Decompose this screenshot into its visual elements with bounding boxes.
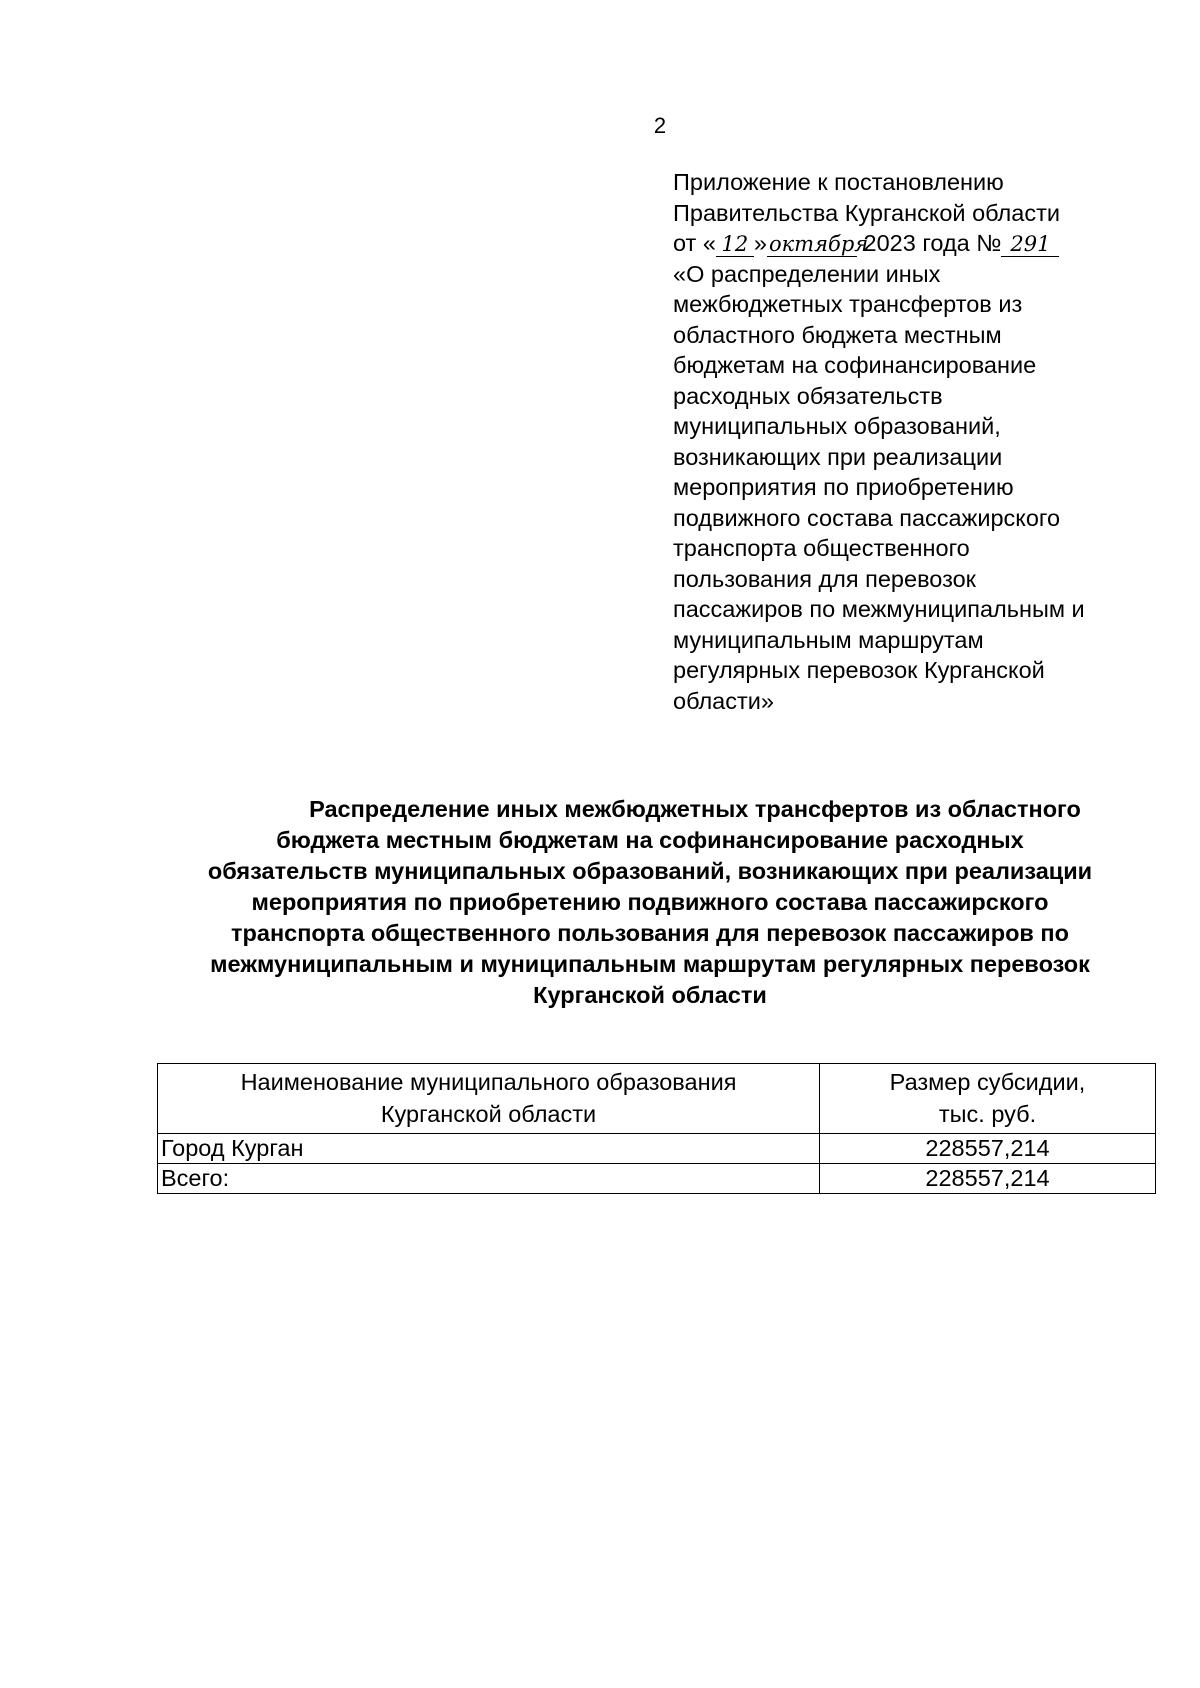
header-value-line1: Размер субсидии, [889, 1069, 1086, 1095]
appendix-date-line [673, 228, 1173, 259]
header-name-line2: Курганской области [380, 1101, 597, 1127]
table-header-row [158, 1064, 1156, 1134]
appendix-name-line: областного бюджета местным [673, 321, 1002, 348]
appendix-name-line: муниципальных образований, [673, 413, 1001, 439]
appendix-line: Правительства Курганской области [673, 199, 1060, 226]
table-row [158, 1134, 1156, 1164]
title-line: обязательств муниципальных образований, возникающих при реализации [207, 858, 1093, 884]
appendix-name-line: подвижного состава пассажирского [673, 504, 1061, 531]
appendix-name-line: мероприятия по приобретению [673, 474, 1014, 500]
handwritten-month: октября [769, 232, 869, 256]
table-row-total [158, 1164, 1156, 1194]
document-title [150, 794, 1150, 1011]
appendix-name-line: муниципальным маршрутам [673, 626, 984, 653]
appendix-name-line: пассажиров по межмуниципальным и [673, 596, 1085, 622]
handwritten-number: 291 [1001, 232, 1059, 257]
date-year: 2023 года № [863, 230, 1002, 256]
appendix-name-line: регулярных перевозок Курганской [673, 657, 1045, 683]
page-number: 2 [653, 113, 667, 138]
appendix-name-line: пользования для перевозок [673, 565, 976, 592]
appendix-line: Приложение к постановлению [673, 169, 1004, 195]
title-line: Курганской области [533, 982, 767, 1008]
appendix-name-line: возникающих при реализации [673, 443, 1003, 470]
date-day-suffix: » [753, 230, 767, 256]
appendix-name-line: бюджетам на софинансирование [673, 352, 1037, 378]
header-name-line1: Наименование муниципального образования [240, 1069, 737, 1095]
appendix-name-line: расходных обязательств [673, 382, 943, 409]
row-value-cell: 228557,214 [820, 1134, 1156, 1164]
header-value-line2: тыс. руб. [938, 1101, 1037, 1127]
title-line: мероприятия по приобретению подвижного состава пассажирского [251, 889, 1049, 915]
appendix-name-line: межбюджетных трансфертов из [673, 291, 1023, 317]
handwritten-day: 12 [716, 232, 754, 257]
row-name-cell: Всего: [158, 1164, 820, 1194]
row-value-cell: 228557,214 [820, 1164, 1156, 1194]
title-line: межмуниципальным и муниципальным маршрутам регулярных перевозок [210, 951, 1090, 977]
title-line: бюджета местным бюджетам на софинансирование расходных [276, 827, 1024, 853]
appendix-name-line: «О распределении иных [673, 260, 941, 287]
appendix-name-line: транспорта общественного [673, 535, 970, 561]
appendix-block [673, 167, 1173, 716]
date-prefix: от « [673, 230, 716, 256]
appendix-name-line: области» [673, 687, 774, 714]
row-name-cell: Город Курган [158, 1134, 820, 1164]
distribution-table [157, 1063, 1156, 1194]
header-name-cell [158, 1064, 820, 1134]
title-line: Распределение иных межбюджетных трансфертов из областного [309, 796, 1081, 822]
header-value-cell [820, 1064, 1156, 1134]
title-line: транспорта общественного пользования для перевозок пассажиров по [231, 920, 1069, 946]
